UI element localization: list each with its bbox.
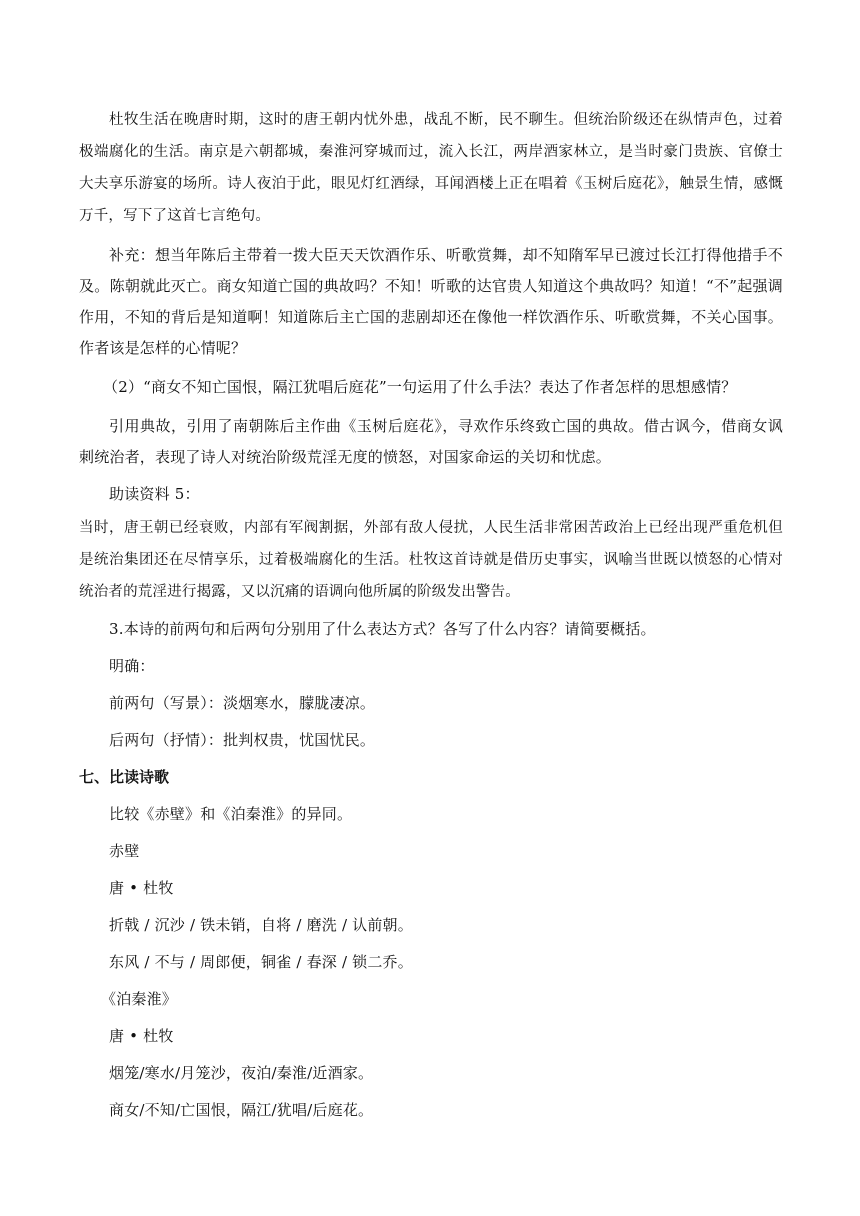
section-7-heading: 七、比读诗歌: [79, 768, 170, 786]
poem-1-title: 赤壁: [109, 842, 140, 860]
poem-2-line-1: 烟笼/寒水/月笼沙，夜泊/秦淮/近酒家。: [109, 1064, 374, 1082]
reference-5-text: 当时，唐王朝已经衰败，内部有军阀割据，外部有敌人侵扰，人民生活非常困苦政治上已经出现严重危机但是统治集团还在尽情享乐，过着极端腐化的生活。杜牧这首诗就是借历史事实，讽喻当世既以愤怒的心情对统治者的荒淫进行揭露，又以沉痛的语调向他所属的阶级发出警告。: [79, 520, 783, 600]
clarify-label: 明确：: [109, 657, 155, 675]
poem-1-line-2: 东风 / 不与 / 周郎便，铜雀 / 春深 / 锁二乔。: [109, 953, 413, 971]
reference-5-label: 助读资料 5：: [109, 485, 200, 503]
poem-2-title: 《泊秦淮》: [101, 990, 178, 1008]
poem-1-line-1: 折戟 / 沉沙 / 铁未销，自将 / 磨洗 / 认前朝。: [109, 916, 413, 934]
answer-front-lines: 前两句（写景）：淡烟寒水，朦胧凄凉。: [109, 694, 376, 712]
question-3: 3.本诗的前两句和后两句分别用了什么表达方式？各写了什么内容？请简要概括。: [109, 620, 656, 638]
answer-back-lines: 后两句（抒情）：批判权贵，忧国忧民。: [109, 731, 376, 749]
supplement-paragraph: 补充：想当年陈后主带着一拨大臣天天饮酒作乐、听歌赏舞，却不知隋军早已渡过长江打得他措手不及。陈朝就此灭亡。商女知道亡国的典故吗？不知！听歌的达官贵人知道这个典故吗？知道！“不”起强调作用，不知的背后是知道啊！知道陈后主亡国的悲剧却还在像他一样饮酒作乐、听歌赏舞，不关心国事。作者该是怎样的心情呢？: [79, 246, 783, 357]
section-7-intro: 比较《赤壁》和《泊秦淮》的异同。: [109, 805, 353, 823]
question-2: （2）“商女不知亡国恨，隔江犹唱后庭花”一句运用了什么手法？表达了作者怎样的思想感情？: [103, 378, 737, 396]
background-paragraph: 杜牧生活在晚唐时期，这时的唐王朝内忧外患，战乱不断，民不聊生。但统治阶级还在纵情声色，过着极端腐化的生活。南京是六朝都城，秦淮河穿城而过，流入长江，两岸酒家林立，是当时豪门贵族、官僚士大夫享乐游宴的场所。诗人夜泊于此，眼见灯红酒绿，耳闻酒楼上正在唱着《玉树后庭花》，触景生情，感慨万千，写下了这首七言绝句。: [79, 112, 783, 224]
poem-1-author: 唐 • 杜牧: [109, 879, 174, 897]
poem-2-author: 唐 • 杜牧: [109, 1027, 174, 1045]
poem-2-line-2: 商女/不知/亡国恨，隔江/犹唱/后庭花。: [109, 1101, 374, 1119]
answer-2: 引用典故，引用了南朝陈后主作曲《玉树后庭花》，寻欢作乐终致亡国的典故。借古讽今，借商女讽刺统治者，表现了诗人对统治阶级荒淫无度的愤怒，对国家命运的关切和忧虑。: [79, 417, 783, 466]
document-body: [79, 104, 783, 1134]
